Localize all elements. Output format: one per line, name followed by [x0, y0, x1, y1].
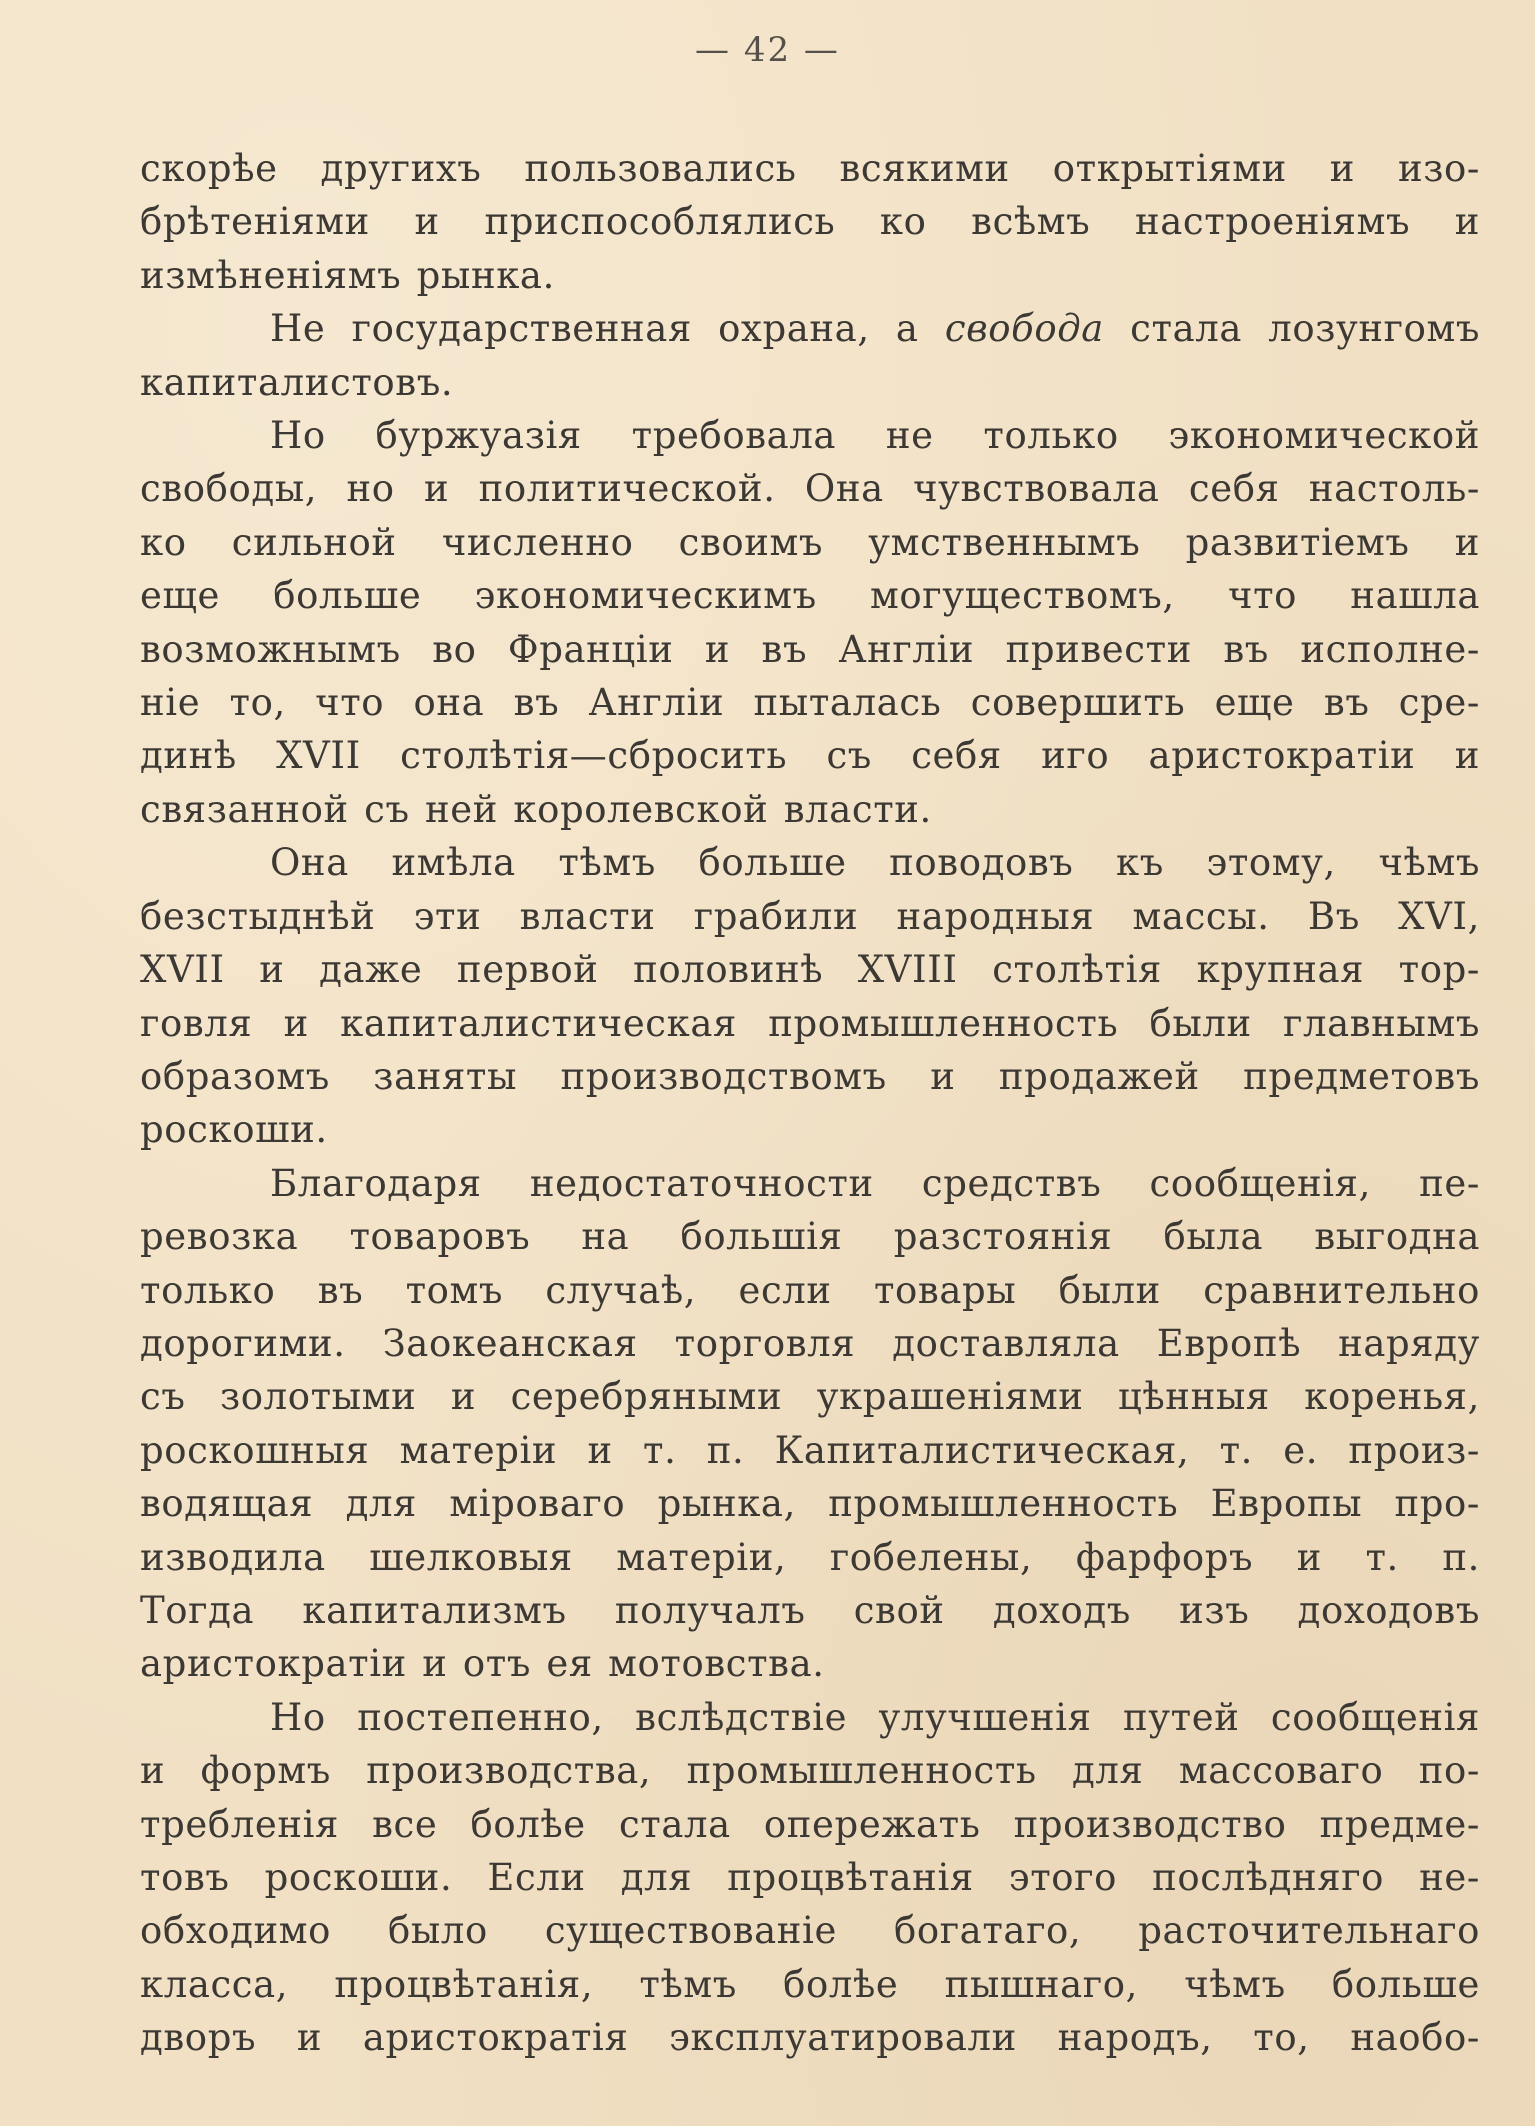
- text-line: Тогда капитализмъ получалъ свой доходъ изъ доходовъ: [140, 1588, 1480, 1632]
- paragraph-1: [140, 142, 1480, 302]
- text-line: безстыднѣй эти власти грабили народныя массы. Въ XVI,: [140, 894, 1480, 938]
- text-line: класса, процвѣтанія, тѣмъ болѣе пышнаго, чѣмъ больше: [140, 1962, 1480, 2006]
- text-fragment: Но постепенно, вслѣдствіе улучшенія путей сообщенія: [270, 1695, 1480, 1739]
- text-line: ревозка товаровъ на большія разстоянія была выгодна: [140, 1215, 1480, 1259]
- text-line: брѣтеніями и приспособлялись ко всѣмъ настроеніямъ и: [140, 200, 1480, 244]
- body-text: [140, 142, 1480, 2065]
- text-line: еще больше экономическимъ могуществомъ, что нашла: [140, 574, 1480, 618]
- text-line: товъ роскоши. Если для процвѣтанія этого послѣдняго не-: [140, 1856, 1480, 1899]
- text-line: [140, 1691, 1480, 1744]
- text-fragment: стала лозунгомъ: [1130, 307, 1480, 351]
- text-line: и формъ производства, промышленность для массоваго по-: [140, 1749, 1480, 1793]
- page-number: — 42 —: [695, 30, 840, 70]
- emphasized-word: свобода: [944, 307, 1104, 351]
- text-line: изводила шелковыя матеріи, гобелены, фарфоръ и т. п.: [140, 1535, 1480, 1579]
- text-line: [140, 1157, 1480, 1210]
- text-line: водящая для міроваго рынка, промышленность Европы про-: [140, 1482, 1480, 1526]
- text-line: XVII и даже первой половинѣ XVIII столѣтія крупная тор-: [140, 948, 1480, 992]
- text-line: роскоши.: [140, 1108, 328, 1152]
- text-line: ко сильной численно своимъ умственнымъ развитіемъ и: [140, 520, 1480, 564]
- paragraph-4: [140, 836, 1480, 1156]
- paragraph-6: [140, 1691, 1480, 2065]
- text-line: аристократіи и отъ ея мотовства.: [140, 1642, 825, 1686]
- text-fragment: Она имѣла тѣмъ больше поводовъ къ этому, чѣмъ: [270, 841, 1480, 885]
- text-line: дорогими. Заокеанская торговля доставляла Европѣ наряду: [140, 1321, 1480, 1365]
- text-line: дворъ и аристократія эксплуатировали народъ, то, наобо-: [140, 2016, 1480, 2060]
- text-line: [140, 836, 1480, 889]
- text-line: скорѣе другихъ пользовались всякими открытіями и изо-: [140, 147, 1480, 190]
- text-fragment: Не государственная охрана, а: [270, 307, 919, 351]
- paragraph-3: [140, 409, 1480, 836]
- text-line: требленія все болѣе стала опережать производство предме-: [140, 1802, 1480, 1846]
- text-line: роскошныя матеріи и т. п. Капиталистическая, т. е. произ-: [140, 1428, 1480, 1472]
- text-line: измѣненіямъ рынка.: [140, 253, 555, 297]
- text-line: говля и капиталистическая промышленность были главнымъ: [140, 1001, 1480, 1045]
- text-line: только въ томъ случаѣ, если товары были сравнительно: [140, 1268, 1480, 1312]
- text-line: съ золотыми и серебряными украшеніями цѣнныя коренья,: [140, 1375, 1480, 1419]
- text-line: ніе то, что она въ Англіи пыталась совершить еще въ сре-: [140, 681, 1480, 725]
- text-fragment: Но буржуазія требовала не только экономической: [270, 414, 1480, 458]
- text-line: капиталистовъ.: [140, 360, 454, 404]
- text-line: возможнымъ во Франціи и въ Англіи привести въ исполне-: [140, 627, 1480, 671]
- text-line: динѣ XVII столѣтія—сбросить съ себя иго аристократіи и: [140, 734, 1480, 778]
- text-line: обходимо было существованіе богатаго, расточительнаго: [140, 1909, 1480, 1953]
- text-fragment: Благодаря недостаточности средствъ сообщенія, пе-: [270, 1161, 1480, 1205]
- text-line: образомъ заняты производствомъ и продажей предметовъ: [140, 1054, 1480, 1098]
- text-line: свободы, но и политической. Она чувствовала себя настоль-: [140, 467, 1480, 511]
- text-line: [140, 409, 1480, 462]
- paragraph-2: [140, 302, 1480, 409]
- text-line: [140, 302, 1480, 355]
- text-line: связанной съ ней королевской власти.: [140, 787, 932, 831]
- paragraph-5: [140, 1157, 1480, 1691]
